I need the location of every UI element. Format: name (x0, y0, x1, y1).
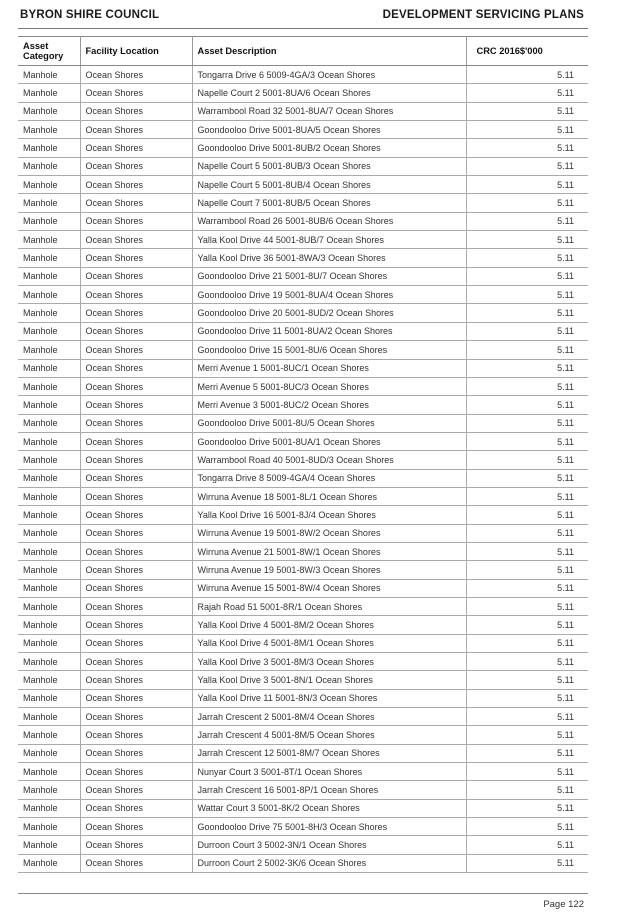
crc-value-cell: 5.11 (466, 102, 588, 120)
footer-divider (18, 893, 588, 894)
asset-description-cell: Tongarra Drive 6 5009-4GA/3 Ocean Shores (192, 66, 466, 84)
table-row (18, 102, 588, 120)
crc-value-cell: 5.11 (466, 176, 588, 194)
asset-description-cell: Goondooloo Drive 19 5001-8UA/4 Ocean Shores (192, 286, 466, 304)
facility-location-cell: Ocean Shores (80, 176, 192, 194)
facility-location-cell: Ocean Shores (80, 414, 192, 432)
asset-category-cell: Manhole (18, 414, 80, 432)
column-header-asset-description: Asset Description (192, 37, 466, 66)
facility-location-cell: Ocean Shores (80, 487, 192, 505)
facility-location-cell: Ocean Shores (80, 854, 192, 872)
asset-description-cell: Wirruna Avenue 19 5001-8W/3 Ocean Shores (192, 561, 466, 579)
asset-category-cell: Manhole (18, 487, 80, 505)
crc-value-cell: 5.11 (466, 597, 588, 615)
facility-location-cell: Ocean Shores (80, 818, 192, 836)
facility-location-cell: Ocean Shores (80, 432, 192, 450)
asset-category-cell: Manhole (18, 396, 80, 414)
asset-description-cell: Durroon Court 2 5002-3K/6 Ocean Shores (192, 854, 466, 872)
table-row (18, 157, 588, 175)
asset-description-cell: Jarrah Crescent 16 5001-8P/1 Ocean Shores (192, 781, 466, 799)
asset-table (18, 36, 588, 873)
asset-category-cell: Manhole (18, 286, 80, 304)
table-row (18, 396, 588, 414)
table-row (18, 212, 588, 230)
asset-category-cell: Manhole (18, 231, 80, 249)
asset-description-cell: Merri Avenue 1 5001-8UC/1 Ocean Shores (192, 359, 466, 377)
facility-location-cell: Ocean Shores (80, 377, 192, 395)
crc-value-cell: 5.11 (466, 66, 588, 84)
asset-description-cell: Wirruna Avenue 19 5001-8W/2 Ocean Shores (192, 524, 466, 542)
column-header-facility-location: Facility Location (80, 37, 192, 66)
table-row (18, 84, 588, 102)
table-row (18, 249, 588, 267)
asset-category-cell: Manhole (18, 818, 80, 836)
table-row (18, 176, 588, 194)
facility-location-cell: Ocean Shores (80, 689, 192, 707)
document-title: DEVELOPMENT SERVICING PLANS (382, 9, 584, 21)
asset-category-cell: Manhole (18, 359, 80, 377)
crc-value-cell: 5.11 (466, 653, 588, 671)
table-body (18, 66, 588, 873)
crc-value-cell: 5.11 (466, 286, 588, 304)
asset-category-cell: Manhole (18, 267, 80, 285)
table-row (18, 634, 588, 652)
asset-category-cell: Manhole (18, 671, 80, 689)
crc-value-cell: 5.11 (466, 579, 588, 597)
table-row (18, 231, 588, 249)
facility-location-cell: Ocean Shores (80, 194, 192, 212)
asset-category-cell: Manhole (18, 249, 80, 267)
asset-category-cell: Manhole (18, 616, 80, 634)
asset-category-cell: Manhole (18, 597, 80, 615)
crc-value-cell: 5.11 (466, 139, 588, 157)
facility-location-cell: Ocean Shores (80, 121, 192, 139)
asset-description-cell: Jarrah Crescent 4 5001-8M/5 Ocean Shores (192, 726, 466, 744)
asset-category-cell: Manhole (18, 542, 80, 560)
facility-location-cell: Ocean Shores (80, 304, 192, 322)
asset-description-cell: Goondooloo Drive 5001-8UA/1 Ocean Shores (192, 432, 466, 450)
crc-value-cell: 5.11 (466, 616, 588, 634)
table-row (18, 66, 588, 84)
crc-value-cell: 5.11 (466, 708, 588, 726)
table-row (18, 451, 588, 469)
crc-value-cell: 5.11 (466, 341, 588, 359)
page-number: Page 122 (543, 899, 584, 910)
crc-value-cell: 5.11 (466, 377, 588, 395)
table-row (18, 763, 588, 781)
facility-location-cell: Ocean Shores (80, 634, 192, 652)
asset-description-cell: Warrambool Road 32 5001-8UA/7 Ocean Shores (192, 102, 466, 120)
asset-category-cell: Manhole (18, 763, 80, 781)
table-row (18, 653, 588, 671)
asset-description-cell: Napelle Court 5 5001-8UB/4 Ocean Shores (192, 176, 466, 194)
table-row (18, 744, 588, 762)
table-row (18, 561, 588, 579)
table-row (18, 359, 588, 377)
asset-category-cell: Manhole (18, 304, 80, 322)
table-row (18, 726, 588, 744)
asset-category-cell: Manhole (18, 726, 80, 744)
asset-description-cell: Yalla Kool Drive 4 5001-8M/1 Ocean Shores (192, 634, 466, 652)
table-row (18, 781, 588, 799)
table-row (18, 597, 588, 615)
facility-location-cell: Ocean Shores (80, 671, 192, 689)
asset-category-cell: Manhole (18, 176, 80, 194)
facility-location-cell: Ocean Shores (80, 267, 192, 285)
table-row (18, 854, 588, 872)
crc-value-cell: 5.11 (466, 561, 588, 579)
asset-description-cell: Merri Avenue 3 5001-8UC/2 Ocean Shores (192, 396, 466, 414)
facility-location-cell: Ocean Shores (80, 359, 192, 377)
crc-value-cell: 5.11 (466, 359, 588, 377)
crc-value-cell: 5.11 (466, 726, 588, 744)
asset-description-cell: Yalla Kool Drive 36 5001-8WA/3 Ocean Shores (192, 249, 466, 267)
asset-category-cell: Manhole (18, 689, 80, 707)
crc-value-cell: 5.11 (466, 799, 588, 817)
facility-location-cell: Ocean Shores (80, 542, 192, 560)
asset-category-cell: Manhole (18, 524, 80, 542)
table-row (18, 487, 588, 505)
asset-category-cell: Manhole (18, 469, 80, 487)
asset-category-cell: Manhole (18, 102, 80, 120)
facility-location-cell: Ocean Shores (80, 157, 192, 175)
asset-description-cell: Wirruna Avenue 21 5001-8W/1 Ocean Shores (192, 542, 466, 560)
table-row (18, 304, 588, 322)
asset-description-cell: Goondooloo Drive 15 5001-8U/6 Ocean Shores (192, 341, 466, 359)
facility-location-cell: Ocean Shores (80, 231, 192, 249)
asset-category-cell: Manhole (18, 781, 80, 799)
asset-description-cell: Napelle Court 7 5001-8UB/5 Ocean Shores (192, 194, 466, 212)
asset-description-cell: Goondooloo Drive 5001-8UA/5 Ocean Shores (192, 121, 466, 139)
asset-category-cell: Manhole (18, 84, 80, 102)
asset-category-cell: Manhole (18, 799, 80, 817)
facility-location-cell: Ocean Shores (80, 102, 192, 120)
table-row (18, 121, 588, 139)
crc-value-cell: 5.11 (466, 836, 588, 854)
asset-description-cell: Tongarra Drive 8 5009-4GA/4 Ocean Shores (192, 469, 466, 487)
table-row (18, 322, 588, 340)
crc-value-cell: 5.11 (466, 322, 588, 340)
asset-category-cell: Manhole (18, 854, 80, 872)
facility-location-cell: Ocean Shores (80, 763, 192, 781)
facility-location-cell: Ocean Shores (80, 469, 192, 487)
table-row (18, 194, 588, 212)
crc-value-cell: 5.11 (466, 432, 588, 450)
crc-value-cell: 5.11 (466, 157, 588, 175)
asset-description-cell: Wirruna Avenue 18 5001-8L/1 Ocean Shores (192, 487, 466, 505)
asset-description-cell: Goondooloo Drive 11 5001-8UA/2 Ocean Shores (192, 322, 466, 340)
asset-category-cell: Manhole (18, 579, 80, 597)
asset-description-cell: Nunyar Court 3 5001-8T/1 Ocean Shores (192, 763, 466, 781)
facility-location-cell: Ocean Shores (80, 836, 192, 854)
crc-value-cell: 5.11 (466, 231, 588, 249)
facility-location-cell: Ocean Shores (80, 561, 192, 579)
facility-location-cell: Ocean Shores (80, 322, 192, 340)
asset-category-cell: Manhole (18, 506, 80, 524)
facility-location-cell: Ocean Shores (80, 653, 192, 671)
table-row (18, 799, 588, 817)
table-row (18, 671, 588, 689)
crc-value-cell: 5.11 (466, 249, 588, 267)
asset-description-cell: Napelle Court 5 5001-8UB/3 Ocean Shores (192, 157, 466, 175)
crc-value-cell: 5.11 (466, 194, 588, 212)
facility-location-cell: Ocean Shores (80, 524, 192, 542)
facility-location-cell: Ocean Shores (80, 139, 192, 157)
facility-location-cell: Ocean Shores (80, 726, 192, 744)
facility-location-cell: Ocean Shores (80, 799, 192, 817)
facility-location-cell: Ocean Shores (80, 616, 192, 634)
table-row (18, 341, 588, 359)
asset-description-cell: Goondooloo Drive 21 5001-8U/7 Ocean Shores (192, 267, 466, 285)
crc-value-cell: 5.11 (466, 818, 588, 836)
asset-description-cell: Yalla Kool Drive 4 5001-8M/2 Ocean Shores (192, 616, 466, 634)
asset-category-cell: Manhole (18, 341, 80, 359)
asset-category-cell: Manhole (18, 634, 80, 652)
facility-location-cell: Ocean Shores (80, 286, 192, 304)
facility-location-cell: Ocean Shores (80, 506, 192, 524)
asset-category-cell: Manhole (18, 139, 80, 157)
asset-description-cell: Goondooloo Drive 5001-8U/5 Ocean Shores (192, 414, 466, 432)
facility-location-cell: Ocean Shores (80, 597, 192, 615)
asset-description-cell: Durroon Court 3 5002-3N/1 Ocean Shores (192, 836, 466, 854)
column-header-asset-category: Asset Category (18, 37, 80, 66)
table-row (18, 579, 588, 597)
crc-value-cell: 5.11 (466, 469, 588, 487)
table-row (18, 139, 588, 157)
asset-description-cell: Yalla Kool Drive 3 5001-8M/3 Ocean Shores (192, 653, 466, 671)
crc-value-cell: 5.11 (466, 212, 588, 230)
asset-category-cell: Manhole (18, 432, 80, 450)
asset-category-cell: Manhole (18, 121, 80, 139)
asset-category-cell: Manhole (18, 451, 80, 469)
table-row (18, 818, 588, 836)
asset-category-cell: Manhole (18, 836, 80, 854)
facility-location-cell: Ocean Shores (80, 451, 192, 469)
crc-value-cell: 5.11 (466, 542, 588, 560)
crc-value-cell: 5.11 (466, 634, 588, 652)
asset-category-cell: Manhole (18, 322, 80, 340)
asset-description-cell: Merri Avenue 5 5001-8UC/3 Ocean Shores (192, 377, 466, 395)
crc-value-cell: 5.11 (466, 763, 588, 781)
table-row (18, 689, 588, 707)
table-row (18, 469, 588, 487)
asset-description-cell: Yalla Kool Drive 3 5001-8N/1 Ocean Shores (192, 671, 466, 689)
asset-description-cell: Warrambool Road 26 5001-8UB/6 Ocean Shores (192, 212, 466, 230)
crc-value-cell: 5.11 (466, 121, 588, 139)
table-row (18, 524, 588, 542)
asset-description-cell: Napelle Court 2 5001-8UA/6 Ocean Shores (192, 84, 466, 102)
crc-value-cell: 5.11 (466, 84, 588, 102)
facility-location-cell: Ocean Shores (80, 708, 192, 726)
asset-category-cell: Manhole (18, 212, 80, 230)
crc-value-cell: 5.11 (466, 744, 588, 762)
crc-value-cell: 5.11 (466, 506, 588, 524)
asset-description-cell: Goondooloo Drive 5001-8UB/2 Ocean Shores (192, 139, 466, 157)
crc-value-cell: 5.11 (466, 396, 588, 414)
crc-value-cell: 5.11 (466, 414, 588, 432)
asset-category-cell: Manhole (18, 194, 80, 212)
asset-description-cell: Yalla Kool Drive 44 5001-8UB/7 Ocean Shores (192, 231, 466, 249)
table-row (18, 432, 588, 450)
crc-value-cell: 5.11 (466, 854, 588, 872)
table-row (18, 616, 588, 634)
table-row (18, 708, 588, 726)
crc-value-cell: 5.11 (466, 524, 588, 542)
facility-location-cell: Ocean Shores (80, 781, 192, 799)
asset-category-cell: Manhole (18, 157, 80, 175)
council-name: BYRON SHIRE COUNCIL (20, 9, 160, 21)
table-row (18, 286, 588, 304)
header-divider (18, 28, 588, 29)
facility-location-cell: Ocean Shores (80, 84, 192, 102)
facility-location-cell: Ocean Shores (80, 744, 192, 762)
asset-description-cell: Yalla Kool Drive 11 5001-8N/3 Ocean Shores (192, 689, 466, 707)
table-row (18, 836, 588, 854)
asset-category-cell: Manhole (18, 66, 80, 84)
crc-value-cell: 5.11 (466, 781, 588, 799)
facility-location-cell: Ocean Shores (80, 396, 192, 414)
crc-value-cell: 5.11 (466, 304, 588, 322)
asset-description-cell: Goondooloo Drive 20 5001-8UD/2 Ocean Shores (192, 304, 466, 322)
crc-value-cell: 5.11 (466, 689, 588, 707)
table-row (18, 506, 588, 524)
table-row (18, 377, 588, 395)
facility-location-cell: Ocean Shores (80, 579, 192, 597)
asset-description-cell: Rajah Road 51 5001-8R/1 Ocean Shores (192, 597, 466, 615)
table-row (18, 542, 588, 560)
asset-description-cell: Warrambool Road 40 5001-8UD/3 Ocean Shores (192, 451, 466, 469)
asset-category-cell: Manhole (18, 708, 80, 726)
asset-description-cell: Jarrah Crescent 12 5001-8M/7 Ocean Shores (192, 744, 466, 762)
table-header-row (18, 37, 588, 66)
facility-location-cell: Ocean Shores (80, 249, 192, 267)
facility-location-cell: Ocean Shores (80, 66, 192, 84)
asset-description-cell: Goondooloo Drive 75 5001-8H/3 Ocean Shores (192, 818, 466, 836)
crc-value-cell: 5.11 (466, 451, 588, 469)
facility-location-cell: Ocean Shores (80, 341, 192, 359)
asset-category-cell: Manhole (18, 744, 80, 762)
asset-category-cell: Manhole (18, 653, 80, 671)
asset-description-cell: Yalla Kool Drive 16 5001-8J/4 Ocean Shores (192, 506, 466, 524)
asset-category-cell: Manhole (18, 561, 80, 579)
crc-value-cell: 5.11 (466, 487, 588, 505)
asset-description-cell: Jarrah Crescent 2 5001-8M/4 Ocean Shores (192, 708, 466, 726)
table-row (18, 267, 588, 285)
table-row (18, 414, 588, 432)
crc-value-cell: 5.11 (466, 671, 588, 689)
column-header-crc: CRC 2016$'000 (466, 37, 588, 66)
asset-description-cell: Wirruna Avenue 15 5001-8W/4 Ocean Shores (192, 579, 466, 597)
asset-category-cell: Manhole (18, 377, 80, 395)
facility-location-cell: Ocean Shores (80, 212, 192, 230)
crc-value-cell: 5.11 (466, 267, 588, 285)
asset-description-cell: Wattar Court 3 5001-8K/2 Ocean Shores (192, 799, 466, 817)
